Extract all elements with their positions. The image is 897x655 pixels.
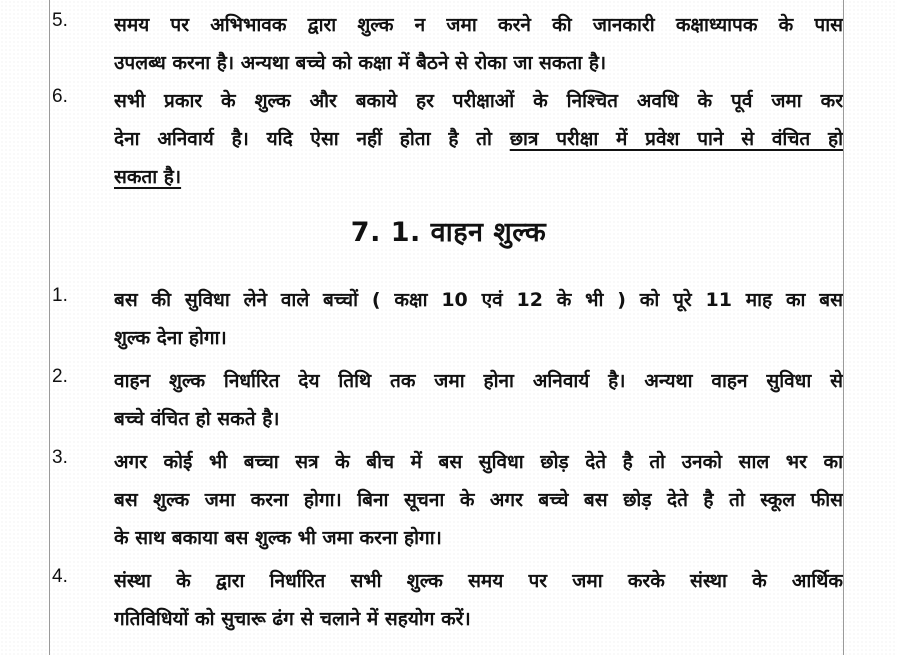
underlined-text: छात्र परीक्षा में प्रवेश पाने से वंचित हो (509, 128, 843, 150)
section-heading: 7. 1. वाहन शुल्क (350, 217, 547, 248)
text-line: बच्चे वंचित हो सकते है। (114, 408, 280, 430)
text-segment: देना अनिवार्य है। यदि ऐसा नहीं होता है तो (114, 128, 492, 150)
text-line: वाहन शुल्क निर्धारित देय तिथि तक जमा होना अनिवार्य है। अन्यथा वाहन सुविधा से (114, 370, 843, 392)
text-line: गतिविधियों को सुचारू ढंग से चलाने में सहयोग करें। (114, 608, 471, 630)
list-item-text (114, 443, 843, 557)
text-line: सभी प्रकार के शुल्क और बकाये हर परीक्षाओं के निश्चित अवधि के पूर्व जमा कर (114, 90, 843, 112)
text-line: संस्था के द्वारा निर्धारित सभी शुल्क समय पर जमा करके संस्था के आर्थिक (114, 570, 843, 592)
list-item-number: 6. (52, 86, 68, 107)
list-item-number: 2. (52, 366, 68, 387)
list-item-number: 5. (52, 10, 68, 31)
underlined-text: सकता है। (114, 166, 182, 188)
page-border-left (49, 0, 50, 655)
page-border-right (843, 0, 844, 655)
text-line: के साथ बकाया बस शुल्क भी जमा करना होगा। (114, 527, 442, 549)
text-line: समय पर अभिभावक द्वारा शुल्क न जमा करने की जानकारी कक्षाध्यापक के पास (114, 14, 843, 36)
text-line: बस की सुविधा लेने वाले बच्चों ( कक्षा 10 एवं 12 के भी ) को पूरे 11 माह का बस (114, 289, 843, 311)
text-line: बस शुल्क जमा करना होगा। बिना सूचना के अगर बच्चे बस छोड़ देते है तो स्कूल फीस (114, 489, 843, 511)
list-item-number: 3. (52, 447, 68, 468)
list-item-text (114, 82, 843, 196)
list-item-text (114, 562, 843, 638)
text-line: शुल्क देना होगा। (114, 327, 227, 349)
list-item-number: 1. (52, 285, 68, 306)
list-item-number: 4. (52, 566, 68, 587)
text-line-mixed (114, 120, 843, 158)
list-item-text (114, 281, 843, 357)
text-line (114, 158, 843, 196)
text-line: अगर कोई भी बच्चा सत्र के बीच में बस सुविधा छोड़ देते है तो उनको साल भर का (114, 451, 843, 473)
list-item-text (114, 362, 843, 438)
text-line: उपलब्ध करना है। अन्यथा बच्चे को कक्षा में बैठने से रोका जा सकता है। (114, 52, 607, 74)
list-item-text (114, 6, 843, 82)
